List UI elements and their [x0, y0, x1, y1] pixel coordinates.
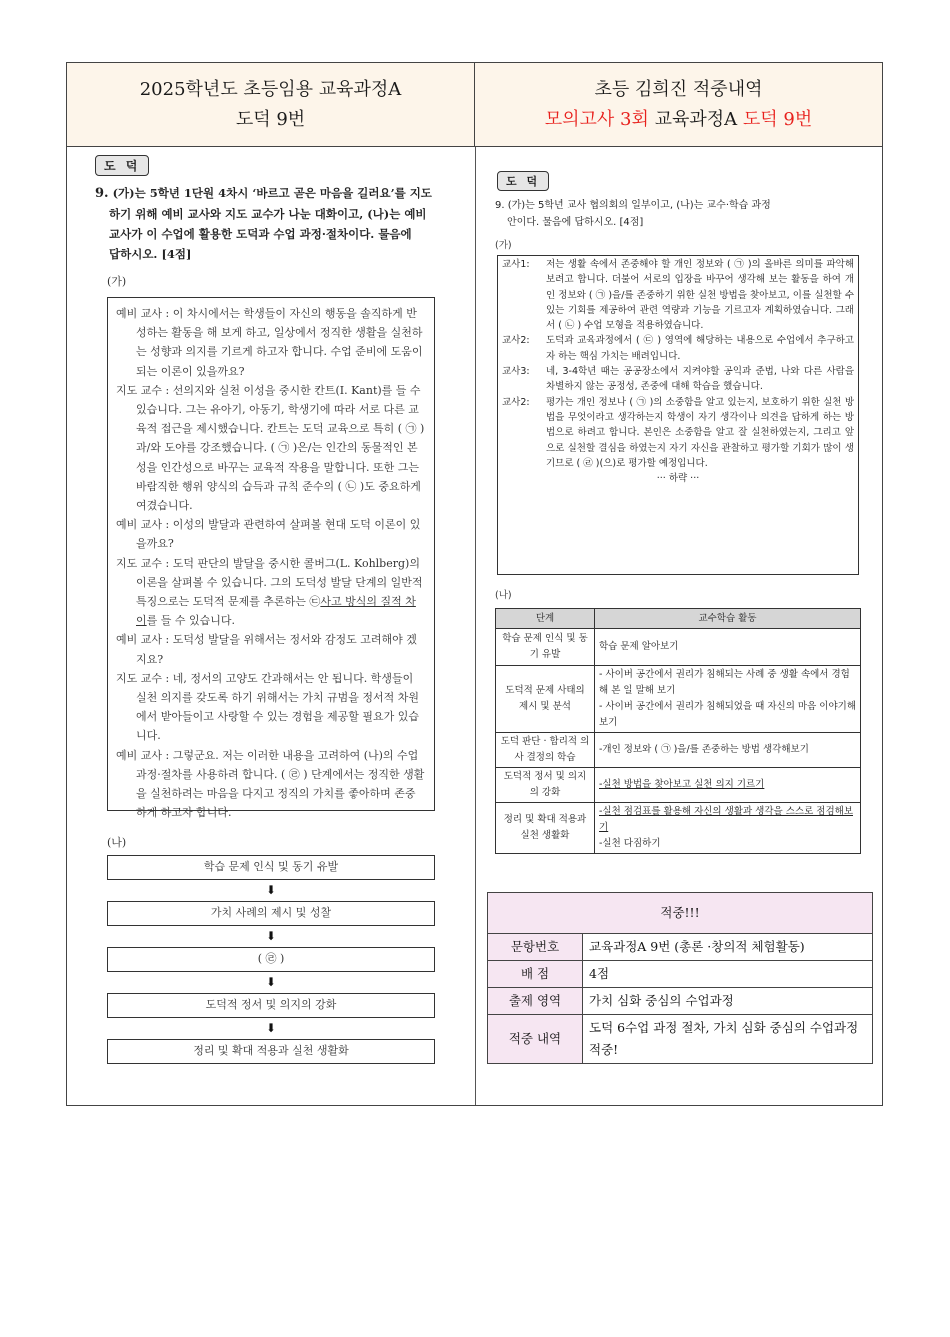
- left-part-b-label: (나): [107, 836, 127, 849]
- activity-cell: -실천 방법을 찾아보고 실천 의지 기르기: [595, 768, 861, 803]
- right-subject-tag: 도 덕: [497, 171, 549, 191]
- table-row: [496, 666, 861, 733]
- omitted-marker: ··· 하략 ···: [656, 473, 700, 485]
- comparison-frame: [66, 62, 883, 1106]
- right-part-a-label: (가): [495, 240, 512, 251]
- stage-cell: 도덕적 정서 및 의지의 강화: [496, 768, 595, 803]
- lesson-plan-table: [495, 608, 861, 854]
- dialogue-turn: 교사1: 저는 생활 속에서 존중해야 할 개인 정보와 ( ㉠ )의 올바른 의미를 파악해보려고 합니다. 더불어 서로의 입장을 바꾸어 생각해 보는 활동을 하여 개인 정보와 ( ㉠ )을/를 존중하기 위한 실천 방법을 찾아보고, 이를 실천할 수 있는 기회를 제공하여 관련 역량과 기능을 기르고자 계획하였습니다. 그래서 ( ㉡ ) 수업 모형을 적용하였습니다.: [502, 259, 854, 332]
- right-question: [495, 197, 865, 231]
- table-header-row: [496, 609, 861, 629]
- underlined-phrase: 사고 방식의 질적 차이: [136, 595, 416, 628]
- dialogue-turn: 예비 교사 : 이 차시에서는 학생들이 자신의 행동을 솔직하게 반성하는 활동을 해 보게 하고, 일상에서 정직한 생활을 실천하는 성향과 의지를 기르게 하고자 합니다. 수업 준비에 도움이 되는 이론이 있을까요?: [116, 307, 423, 378]
- down-arrow-icon: ⬇: [265, 883, 277, 897]
- summary-value: 교육과정A 9번 (총론 ·창의적 체험활동): [583, 934, 873, 961]
- summary-value: 4점: [583, 961, 873, 988]
- activity-cell: 학습 문제 알아보기: [595, 629, 861, 666]
- summary-label: 배 점: [488, 961, 583, 988]
- hit-summary-table: [487, 892, 873, 1064]
- activity-cell: -개인 정보와 ( ㉠ )을/를 존중하는 방법 생각해보기: [595, 733, 861, 768]
- summary-row: [488, 934, 873, 961]
- left-question-line4: 답하시오. [4점]: [109, 247, 192, 261]
- table-row: [496, 629, 861, 666]
- left-question-line2: 하기 위해 예비 교사와 지도 교수가 나눈 대화이고, (나)는 예비: [109, 207, 427, 221]
- left-header-subtitle: 도덕 9번: [235, 108, 306, 130]
- right-header: [475, 63, 882, 147]
- summary-row: [488, 1015, 873, 1064]
- summary-value: 가치 심화 중심의 수업과정: [583, 988, 873, 1015]
- down-arrow-icon: ⬇: [265, 1021, 277, 1035]
- table-row: [496, 803, 861, 854]
- column-header-activity: 교수학습 활동: [595, 609, 861, 629]
- left-header: [67, 63, 475, 147]
- summary-label: 문항번호: [488, 934, 583, 961]
- left-question-line3: 교사가 이 수업에 활용한 도덕과 수업 과정·절차이다. 물음에: [109, 227, 412, 241]
- right-question-line1: 9. (가)는 5학년 교사 협의회의 일부이고, (나)는 교수·학습 과정: [495, 200, 771, 211]
- dialogue-turn-kohlberg: 지도 교수 : 도덕 판단의 발달을 중시한 콜버그(L. Kohlberg)의 이론을 살펴볼 수 있습니다. 그의 도덕성 발달 단계의 일반적 특징으로는 도덕적 문제를 추론하는 ㉢사고 방식의 질적 차이를 들 수 있습니다.: [116, 556, 423, 628]
- stage-cell: 도덕적 문제 사태의 제시 및 분석: [496, 666, 595, 733]
- summary-label: 적중 내역: [488, 1015, 583, 1064]
- summary-value: 도덕 6수업 과정 절차, 가치 심화 중심의 수업과정 적중!: [583, 1015, 873, 1064]
- dialogue-turn: 교사2: 도덕과 교육과정에서 ( ㉢ ) 영역에 해당하는 내용으로 수업에서 추구하고자 하는 핵심 가치는 배려입니다.: [502, 335, 854, 362]
- activity-cell: -실천 점검표를 활용해 자신의 생활과 생각을 스스로 점검해보기 -실천 다짐하기: [595, 803, 861, 854]
- left-question-line1: 9. (가)는 5학년 1단원 4차시 ‘바르고 곧은 마음을 길러요’를 지도: [95, 186, 432, 201]
- stage-cell: 도덕 판단 · 합리적 의사 결정의 학습: [496, 733, 595, 768]
- right-header-title: 초등 김희진 적중내역: [594, 78, 763, 100]
- dialogue-turn: 교사2: 평가는 개인 정보나 ( ㉠ )의 소중함을 알고 있는지, 보호하기 위한 실천 방법을 무엇이라고 생각하는지 학생이 자기 생각이나 의견을 답하게 하는 방법으로 하려고 합니다. 본인은 소중함을 알고 잘 실천하였는지, 그리고 앞으로 실천할 결심을 하였는지 자기 자신을 관찰하고 평가할 기회가 많이 생기므로 ( ㉣ )(으)로 평가할 예정입니다.: [502, 396, 854, 469]
- dialogue-turn: 지도 교수 : 선의지와 실천 이성을 중시한 칸트(I. Kant)를 들 수 있습니다. 그는 유아기, 아동기, 학생기에 따라 서로 다른 교육적 접근을 제시했습니다. 칸트는 도덕 교육으로 특히 ( ㉠ )과/와 도야를 강조했습니다. ( ㉠ )은/는 인간의 동물적인 본성을 인간성으로 바꾸는 교육적 작용을 말합니다. 또한 그는 바람직한 행위 양식의 습득과 규칙 준수의 ( ㉡ )도 중요하게 여겼습니다.: [116, 383, 425, 513]
- dialogue-turn: 예비 교사 : 도덕성 발달을 위해서는 정서와 감정도 고려해야 겠지요?: [116, 633, 417, 666]
- table-row: [496, 768, 861, 803]
- lesson-flowchart: [107, 855, 435, 1064]
- activity-cell: - 사이버 공간에서 권리가 침해되는 사례 중 생활 속에서 경험해 본 일 말해 보기 - 사이버 공간에서 권리가 침해되었을 때 자신의 마음 이야기해보기: [595, 666, 861, 733]
- curriculum-label: 교육과정A: [648, 108, 743, 130]
- column-divider: [475, 147, 476, 1105]
- down-arrow-icon: ⬇: [265, 975, 277, 989]
- dialogue-turn: 지도 교수 : 네, 정서의 고양도 간과해서는 안 됩니다. 학생들이 실천 의지를 갖도록 하기 위해서는 가치 규범을 정서적 차원에서 받아들이고 사랑할 수 있는 경험을 제공할 필요가 있습니다.: [116, 671, 419, 743]
- left-dialogue-box: [107, 297, 435, 820]
- down-arrow-icon: ⬇: [265, 929, 277, 943]
- summary-row: [488, 961, 873, 988]
- flow-step: 정리 및 확대 적용과 실천 생활화: [107, 1039, 435, 1064]
- flow-step: 도덕적 정서 및 의지의 강화: [107, 993, 435, 1018]
- right-dialogue-box: [497, 255, 859, 575]
- right-question-line2: 안이다. 물음에 답하시오. [4점]: [507, 217, 644, 228]
- left-subject-tag: 도 덕: [95, 155, 149, 176]
- dialogue-turn: 교사3: 네, 3-4학년 때는 공공장소에서 지켜야할 공익과 준법, 나와 다른 사람을 차별하지 않는 공정성, 존중에 대해 학습을 했습니다.: [502, 366, 854, 393]
- dialogue-turn: 예비 교사 : 그렇군요. 저는 이러한 내용을 고려하여 (나)의 수업 과정·절차를 사용하려 합니다. ( ㉣ ) 단계에서는 정직한 생활을 실천하려는 마음을 다지고 정직의 가치를 좋아하며 존중하게 하고자 합니다.: [116, 748, 425, 820]
- left-part-a-label: (가): [107, 275, 127, 288]
- right-part-b-label: (나): [495, 590, 512, 601]
- stage-cell: 학습 문제 인식 및 동기 유발: [496, 629, 595, 666]
- flow-step: 학습 문제 인식 및 동기 유발: [107, 855, 435, 880]
- left-header-title: 2025학년도 초등임용 교육과정A: [139, 78, 402, 100]
- summary-label: 출제 영역: [488, 988, 583, 1015]
- summary-title: 적중!!!: [488, 893, 873, 934]
- flow-step: 가치 사례의 제시 및 성찰: [107, 901, 435, 926]
- right-header-subtitle: [545, 105, 812, 135]
- subject-number-label: 도덕 9번: [742, 108, 813, 130]
- flow-step: ( ㉣ ): [107, 947, 435, 972]
- mock-exam-label: 모의고사 3회: [544, 108, 649, 130]
- dialogue-turn: 예비 교사 : 이성의 발달과 관련하여 살펴볼 현대 도덕 이론이 있을까요?: [116, 518, 421, 551]
- left-question: [95, 183, 445, 264]
- stage-cell: 정리 및 확대 적용과 실천 생활화: [496, 803, 595, 854]
- column-header-stage: 단계: [496, 609, 595, 629]
- summary-row: [488, 988, 873, 1015]
- table-row: [496, 733, 861, 768]
